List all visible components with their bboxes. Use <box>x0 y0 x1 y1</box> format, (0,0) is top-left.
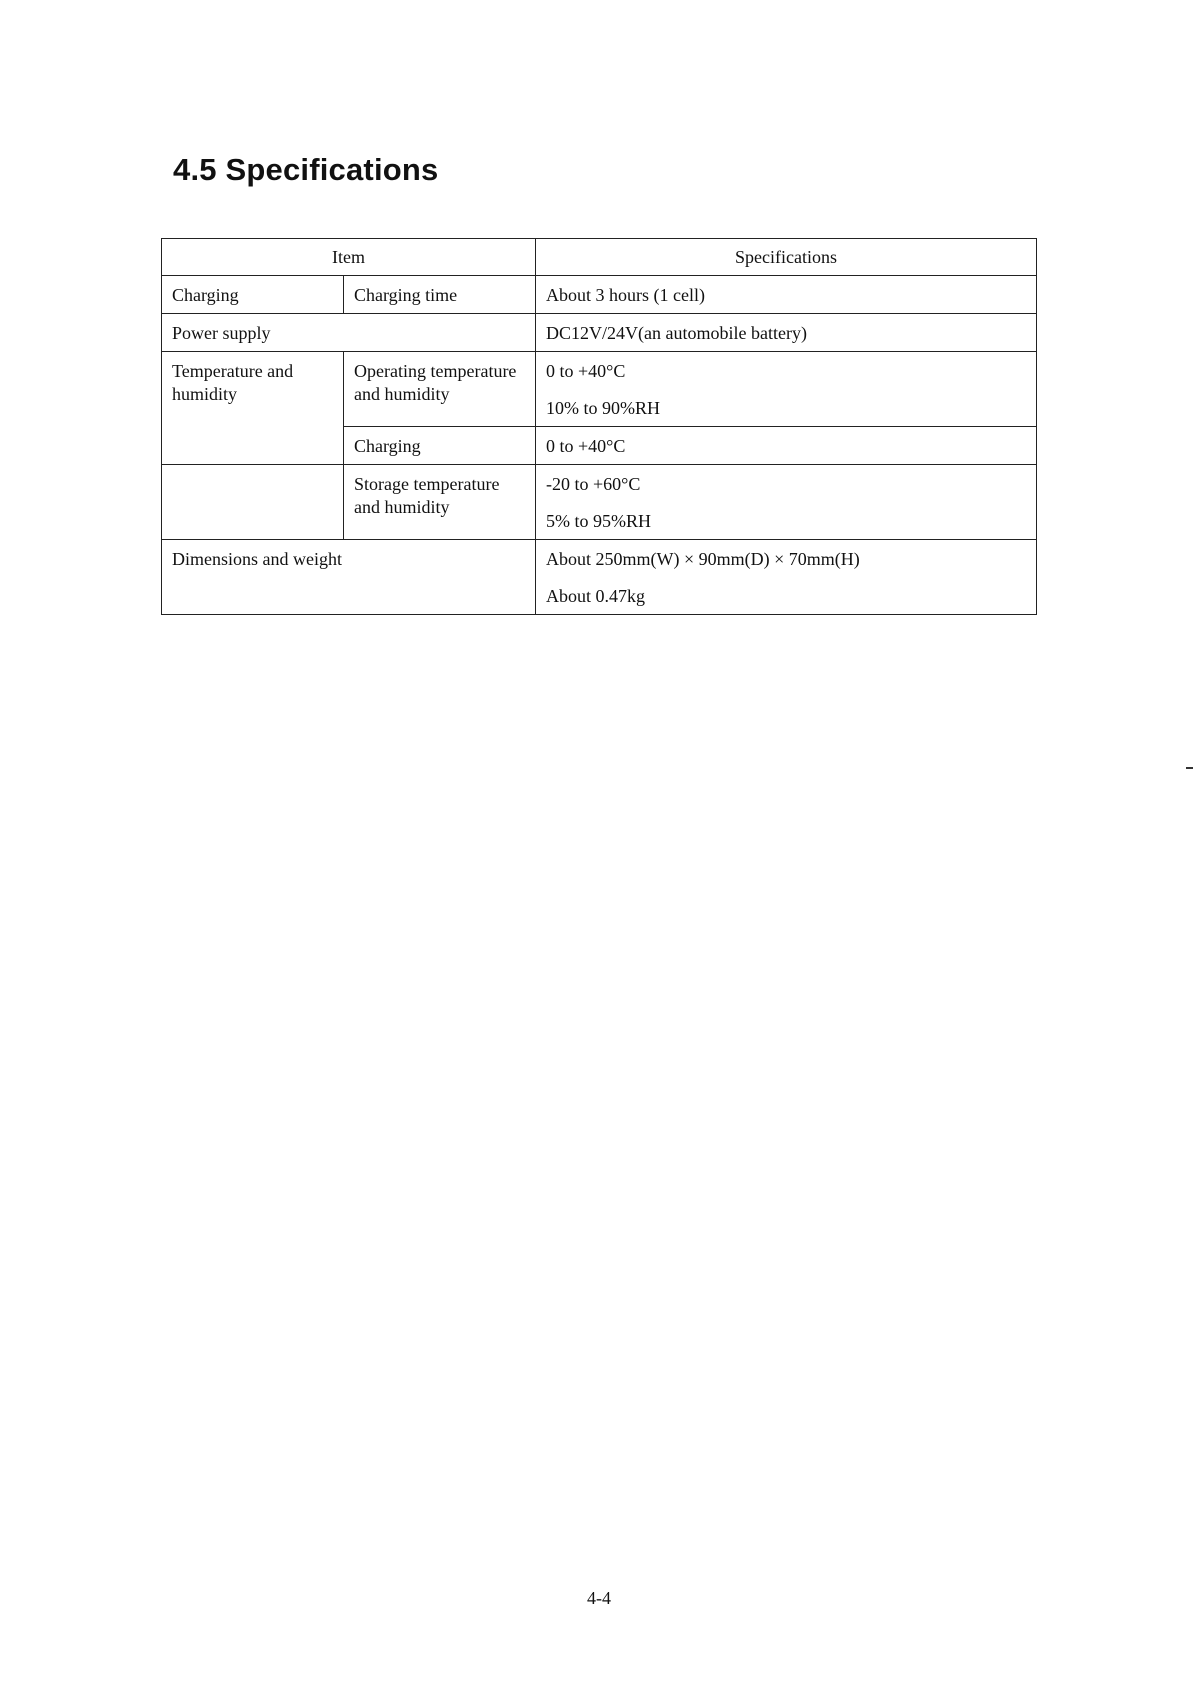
value-size: About 250mm(W) × 90mm(D) × 70mm(H) <box>546 549 860 569</box>
page-title: 4.5 Specifications <box>173 152 439 187</box>
value-operating <box>536 352 1037 427</box>
table-row <box>162 352 1037 427</box>
value-weight: About 0.47kg <box>546 586 645 606</box>
page-number: 4-4 <box>587 1588 611 1608</box>
header-specifications: Specifications <box>536 239 1037 276</box>
value-storage-temp: -20 to +60°C <box>546 474 641 494</box>
row-label-power-supply: Power supply <box>162 314 536 352</box>
table-header-row <box>162 239 1037 276</box>
row-sub-storage: Storage temperature and humidity <box>344 465 536 540</box>
header-item: Item <box>162 239 536 276</box>
row-sub-charging: Charging <box>344 427 536 465</box>
margin-mark <box>1186 767 1193 769</box>
value-power-supply: DC12V/24V(an automobile battery) <box>536 314 1037 352</box>
row-sub-operating: Operating temperature and humidity <box>344 352 536 427</box>
value-storage <box>536 465 1037 540</box>
value-operating-humidity: 10% to 90%RH <box>546 398 660 418</box>
value-operating-temp: 0 to +40°C <box>546 361 626 381</box>
row-label-dimensions: Dimensions and weight <box>162 540 536 615</box>
row-label-charging: Charging <box>162 276 344 314</box>
row-label-temp-humidity: Temperature and humidity <box>162 352 344 465</box>
value-charging-temp: 0 to +40°C <box>536 427 1037 465</box>
specifications-table <box>161 238 1037 615</box>
value-dimensions <box>536 540 1037 615</box>
value-storage-humidity: 5% to 95%RH <box>546 511 651 531</box>
value-charging-time: About 3 hours (1 cell) <box>536 276 1037 314</box>
table-row <box>162 314 1037 352</box>
table-row <box>162 540 1037 615</box>
table-row <box>162 276 1037 314</box>
row-sub-charging-time: Charging time <box>344 276 536 314</box>
table-row <box>162 465 1037 540</box>
empty-cell <box>162 465 344 540</box>
